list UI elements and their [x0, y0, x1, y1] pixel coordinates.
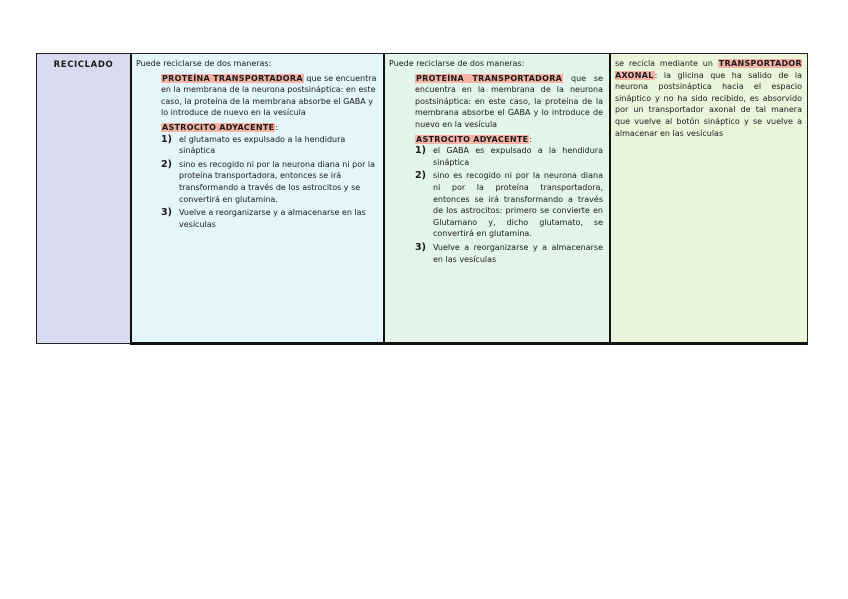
second-option-2-title: ASTROCITO ADYACENTE [416, 134, 529, 144]
second-option-2-colon: : [529, 134, 533, 144]
third-text-a: se recicla mediante un [615, 59, 718, 68]
second-option-1-title: PROTEÍNA TRANSPORTADORA [416, 73, 563, 83]
step-number: 1) [415, 145, 426, 157]
row-label-cell [37, 54, 132, 343]
gaba-option-1-title: PROTEÍNA TRANSPORTADORA [162, 73, 303, 83]
gaba-options [136, 73, 377, 231]
gaba-option-1-text: que se encuentra en la membrana de la neurona postsináptica: en este caso, la proteína de la membrana absorbe el GABA y lo introduce de nuevo en la vesícula [161, 73, 377, 118]
list-item [161, 207, 377, 230]
step-number: 3) [415, 241, 426, 253]
third-cell [611, 54, 807, 343]
second-cell [385, 54, 611, 343]
step-number: 2) [415, 170, 426, 182]
second-option-2 [415, 134, 603, 146]
step-number: 3) [161, 207, 172, 219]
step-number: 1) [161, 133, 172, 145]
second-steps [415, 145, 603, 265]
gaba-option-2-colon: : [275, 122, 279, 132]
second-options [389, 73, 603, 266]
table-bottom-border [130, 342, 808, 345]
step-text: Vuelve a reorganizarse y a almacenarse en las vesículas [179, 208, 366, 229]
step-number: 2) [161, 158, 172, 170]
list-item [415, 170, 603, 240]
third-text [615, 58, 802, 139]
third-highlight: TRANSPORTADOR AXONAL [615, 59, 802, 80]
second-option-1-text: que se encuentra en la membrana de la neurona postsináptica: en este caso, la proteína de la membrana absorbe el GABA y lo introduce de nuevo en la vesícula [415, 73, 603, 129]
step-text: el glutamato es expulsado a la hendidura sináptica [179, 134, 346, 156]
gaba-option-1 [161, 73, 377, 119]
row-label: RECICLADO [53, 60, 114, 70]
list-item [161, 159, 377, 205]
list-item [161, 134, 377, 157]
gaba-option-2 [161, 122, 377, 134]
third-text-b: : la glicina que ha salido de la neurona postsináptica hacia el espacio sináptico y no ha sido recibido, es absorvido por un transportador axonal de tal manera que vuelve al botón sináptico y se vuelve a almacenar en las vesículas [615, 70, 802, 138]
step-text: sino es recogido ni por la neurona diana ni por la proteína transportadora, entonces se irá transformando a través de los astrocitos y se convertirá en glutamina. [179, 159, 376, 204]
gaba-intro: Puede reciclarse de dos maneras: [136, 59, 272, 68]
step-text: sino es recogido ni por la neurona diana ni por la proteína transportadora, entonces se irá transformando a través de los astrocitos: primero se convierte en Glutamano y, dicho glutamato, se convertirá en glutamina. [433, 171, 603, 239]
gaba-cell [132, 54, 385, 343]
step-text: el GABA es expulsado a la hendidura sináptica [433, 146, 603, 167]
gaba-steps [161, 134, 377, 231]
step-text: Vuelve a reorganizarse y a almacenarse en las vesículas [433, 242, 603, 264]
list-item [415, 145, 603, 168]
list-item [415, 242, 603, 265]
second-intro: Puede reciclarse de dos maneras: [389, 59, 525, 68]
second-option-1 [415, 73, 603, 131]
recycling-table [36, 53, 808, 344]
gaba-option-2-title: ASTROCITO ADYACENTE [162, 122, 275, 132]
